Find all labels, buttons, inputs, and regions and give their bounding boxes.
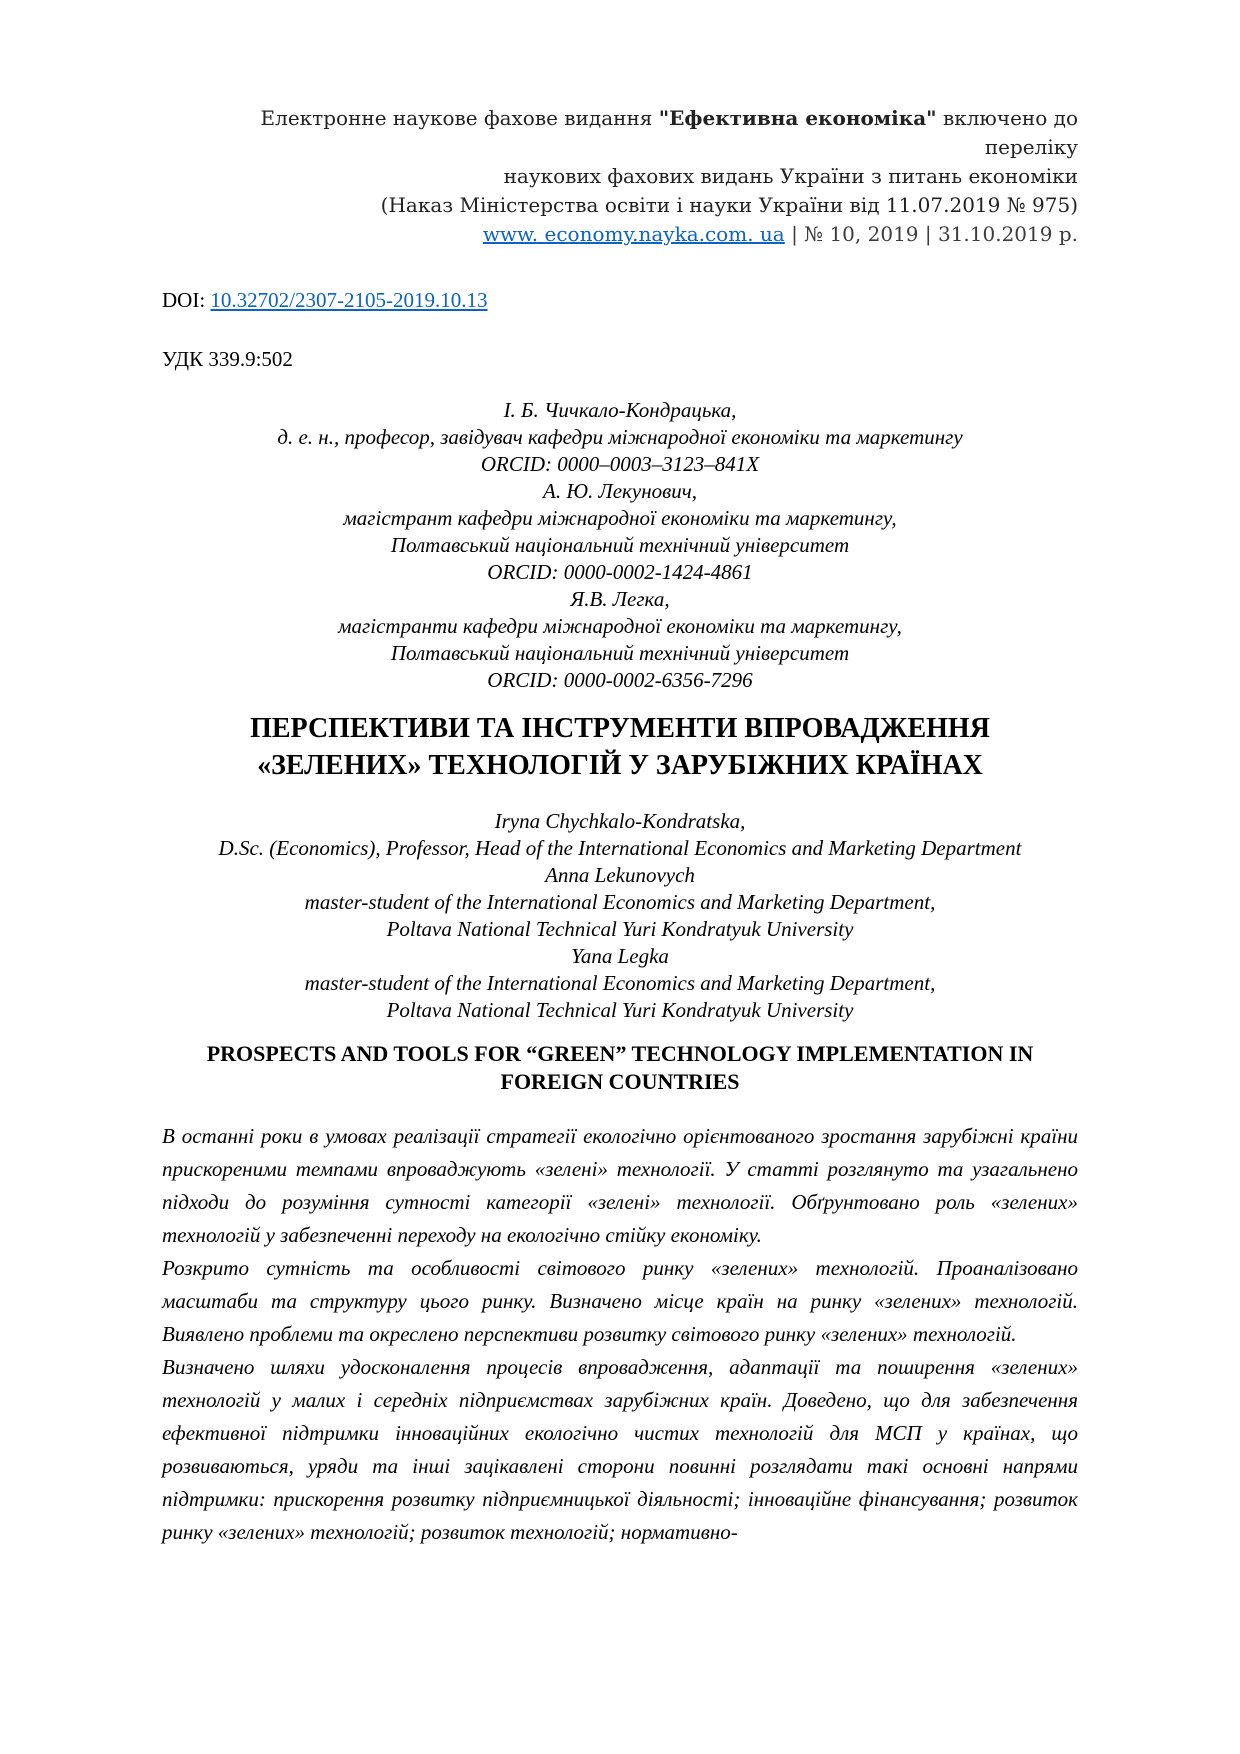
doi-label: DOI: xyxy=(162,288,211,312)
article-title-uk-line: «ЗЕЛЕНИХ» ТЕХНОЛОГІЙ У ЗАРУБІЖНИХ КРАЇНАХ xyxy=(257,750,983,781)
author-orcid-uk: ORCID: 0000–0003–3123–841X xyxy=(480,452,760,476)
journal-header xyxy=(162,104,1078,249)
udk-label: УДК 339.9:502 xyxy=(162,347,293,371)
journal-name: "Ефективна економіка" xyxy=(658,106,937,130)
author-line-en: Yana Legka xyxy=(571,944,669,968)
article-title-uk-line: ПЕРСПЕКТИВИ ТА ІНСТРУМЕНТИ ВПРОВАДЖЕННЯ xyxy=(250,713,990,744)
abstract-paragraph: Розкрито сутність та особливості світового ринку «зелених» технологій. Проаналізовано масштаби та структуру цього ринку. Визначено місце країн на ринку «зелених» технологій. Виявлено проблеми та окреслено перспективи розвитку світового ринку «зелених» технологій. xyxy=(162,1256,1078,1346)
journal-header-line-1 xyxy=(162,104,1078,162)
author-line-uk: Полтавський національний технічний університет xyxy=(390,533,850,557)
author-line-uk: Я.В. Легка, xyxy=(570,587,670,611)
author-line-uk: магістранти кафедри міжнародної економіки та маркетингу, xyxy=(338,614,902,638)
article-title-en-line: PROSPECTS AND TOOLS FOR “GREEN” TECHNOLOGY IMPLEMENTATION IN xyxy=(206,1041,1034,1066)
journal-header-line-4 xyxy=(162,220,1078,249)
author-orcid-uk: ORCID: 0000-0002-1424-4861 xyxy=(487,560,753,584)
article-title-en-line: FOREIGN COUNTRIES xyxy=(500,1069,740,1094)
author-line-en: Iryna Chychkalo-Kondratska, xyxy=(494,809,746,833)
article-title-en xyxy=(162,1040,1078,1096)
authors-uk-block xyxy=(162,397,1078,694)
author-orcid-uk: ORCID: 0000-0002-6356-7296 xyxy=(487,668,753,692)
author-line-en: D.Sc. (Economics), Professor, Head of the International Economics and Marketing Department xyxy=(218,836,1022,860)
abstract-block xyxy=(162,1120,1078,1549)
author-line-en: Poltava National Technical Yuri Kondratyuk University xyxy=(386,998,854,1022)
doi-link[interactable]: 10.32702/2307-2105-2019.10.13 xyxy=(210,288,488,312)
article-title-uk xyxy=(162,710,1078,784)
author-line-uk: магістрант кафедри міжнародної економіки та маркетингу, xyxy=(343,506,897,530)
journal-header-line-3: (Наказ Міністерства освіти і науки України від 11.07.2019 № 975) xyxy=(380,193,1078,217)
journal-header-text-post: включено до переліку xyxy=(936,106,1078,159)
abstract-paragraph: Визначено шляхи удосконалення процесів впровадження, адаптації та поширення «зелених» технологій у малих і середніх підприємствах зарубіжних країн. Доведено, що для забезпечення ефективної підтримки інноваційних екологічно чистих технологій для МСП у країнах, що розвиваються, уряди та інші зацікавлені сторони повинні розглядати такі основні напрями підтримки: прискорення розвитку підприємницької діяльності; інноваційне фінансування; розвиток ринку «зелених» технологій; розвиток технологій; нормативно- xyxy=(162,1355,1078,1544)
author-line-en: master-student of the International Economics and Marketing Department, xyxy=(304,971,936,995)
author-line-en: master-student of the International Economics and Marketing Department, xyxy=(304,890,936,914)
journal-header-line-2: наукових фахових видань України з питань економіки xyxy=(503,164,1078,188)
issue-info: | № 10, 2019 | 31.10.2019 р. xyxy=(784,222,1078,246)
abstract-paragraph: В останні роки в умовах реалізації стратегії екологічно орієнтованого зростання зарубіжні країни прискореними темпами впроваджують «зелені» технології. У статті розглянуто та узагальнено підходи до розуміння сутності категорії «зелені» технології. Обґрунтовано роль «зелених» технологій у забезпеченні переходу на екологічно стійку економіку. xyxy=(162,1124,1078,1247)
journal-site-link[interactable]: www. economy.nayka.com. ua xyxy=(482,222,785,246)
author-line-uk: А. Ю. Лекунович, xyxy=(543,479,697,503)
authors-en-block xyxy=(162,808,1078,1024)
doi-line xyxy=(162,287,1078,314)
author-line-en: Anna Lekunovych xyxy=(545,863,695,887)
author-line-uk: Полтавський національний технічний університет xyxy=(390,641,850,665)
author-line-en: Poltava National Technical Yuri Kondratyuk University xyxy=(386,917,854,941)
journal-header-text-pre: Електронне наукове фахове видання xyxy=(260,106,659,130)
author-line-uk: І. Б. Чичкало-Кондрацька, xyxy=(503,398,737,422)
author-line-uk: д. е. н., професор, завідувач кафедри міжнародної економіки та маркетингу xyxy=(277,425,963,449)
